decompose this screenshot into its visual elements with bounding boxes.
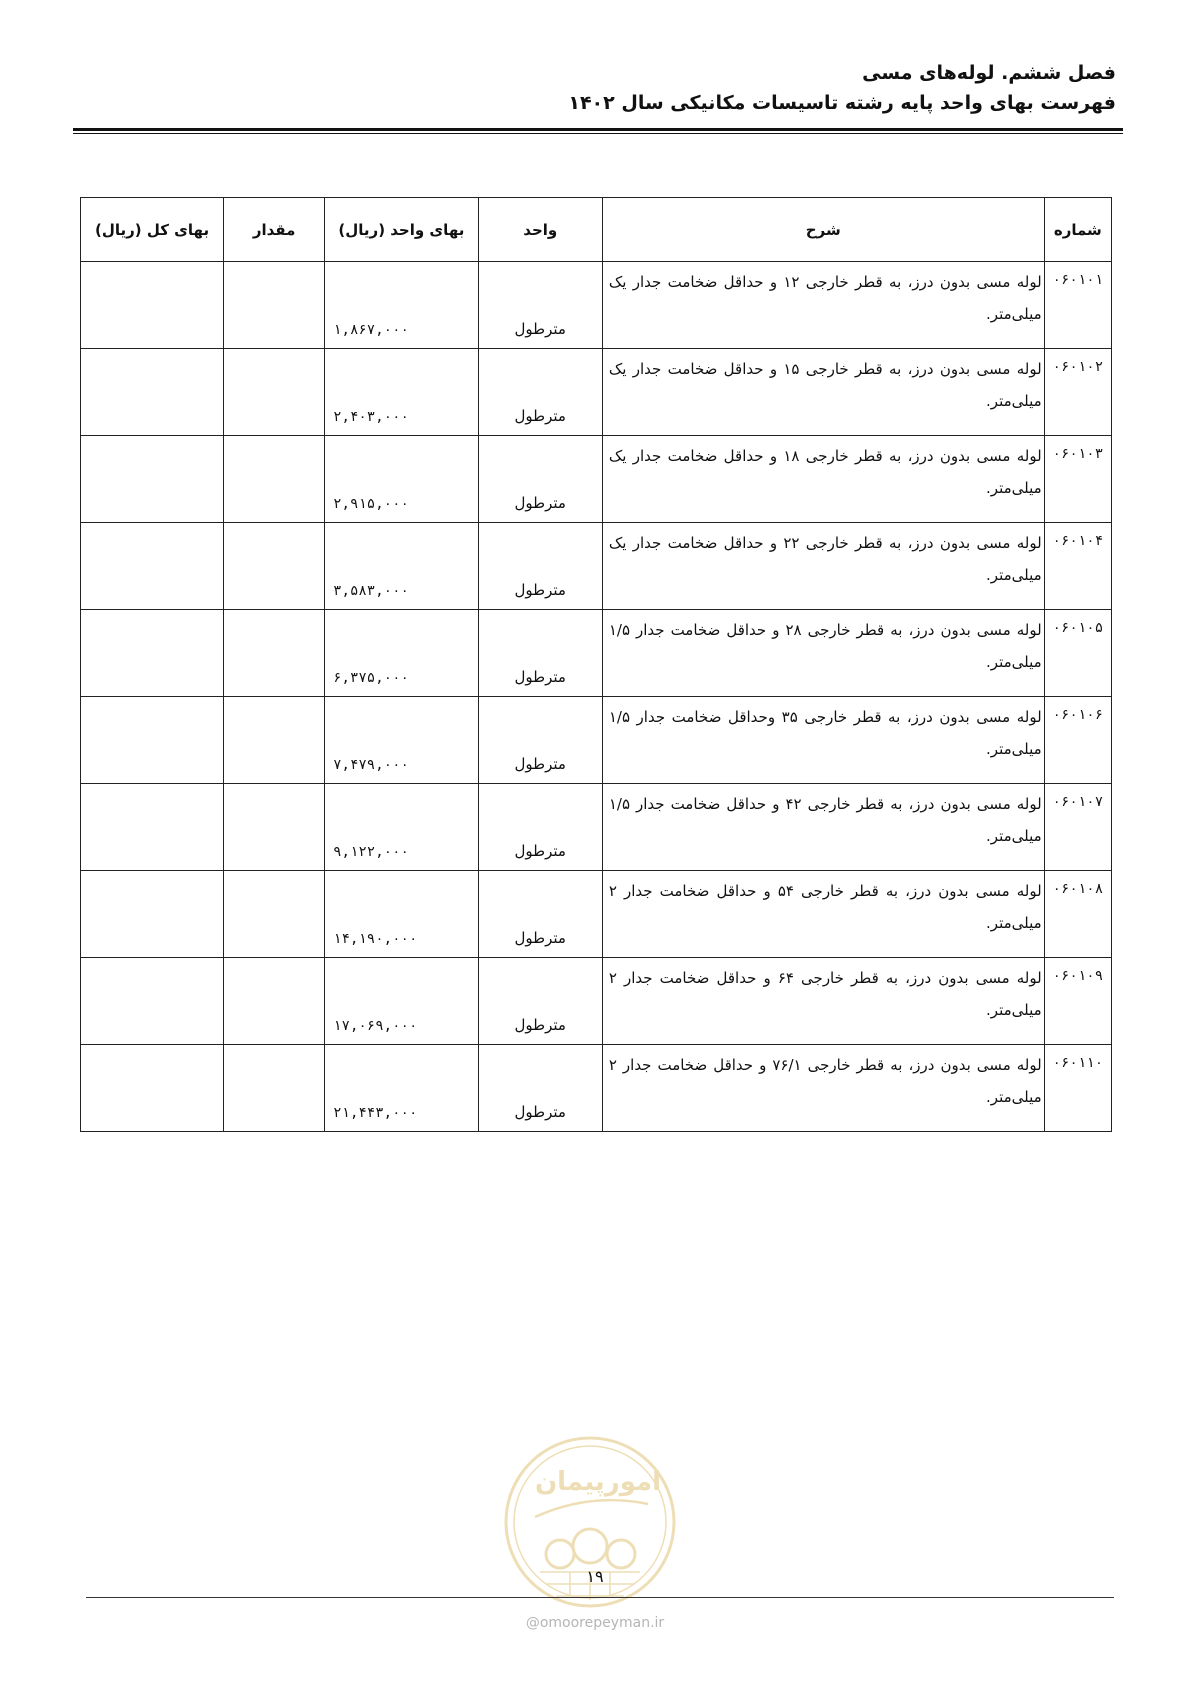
item-description: لوله مسی بدون درز، به قطر خارجی ۱۸ و حداقل ضخامت جدار یک میلی‌متر. (602, 436, 1044, 523)
item-description: لوله مسی بدون درز، به قطر خارجی ۷۶/۱ و حداقل ضخامت جدار ۲ میلی‌متر. (602, 1045, 1044, 1132)
item-quantity (224, 523, 325, 610)
item-code: ۰۶۰۱۱۰ (1044, 1045, 1111, 1132)
item-total-price (81, 523, 224, 610)
item-unit-price: ۶,۳۷۵,۰۰۰ (325, 610, 479, 697)
document-title: فهرست بهای واحد پایه رشته تاسیسات مکانیکی سال ۱۴۰۲ (568, 92, 1116, 114)
item-description: لوله مسی بدون درز، به قطر خارجی ۱۲ و حداقل ضخامت جدار یک میلی‌متر. (602, 262, 1044, 349)
header-unit: واحد (478, 198, 602, 262)
item-unit: مترطول (478, 610, 602, 697)
item-total-price (81, 436, 224, 523)
item-unit-price: ۱۴,۱۹۰,۰۰۰ (325, 871, 479, 958)
item-unit-price: ۷,۴۷۹,۰۰۰ (325, 697, 479, 784)
item-total-price (81, 349, 224, 436)
item-unit-price: ۱۷,۰۶۹,۰۰۰ (325, 958, 479, 1045)
item-code: ۰۶۰۱۰۲ (1044, 349, 1111, 436)
page-header (66, 58, 1116, 118)
item-code: ۰۶۰۱۰۵ (1044, 610, 1111, 697)
table-row (81, 523, 1112, 610)
item-unit-price: ۳,۵۸۳,۰۰۰ (325, 523, 479, 610)
item-quantity (224, 871, 325, 958)
item-quantity (224, 784, 325, 871)
item-unit: مترطول (478, 871, 602, 958)
item-quantity (224, 262, 325, 349)
item-unit-price: ۲۱,۴۴۳,۰۰۰ (325, 1045, 479, 1132)
header-unit-price: بهای واحد (ریال) (325, 198, 479, 262)
page-number: ۱۹ (586, 1567, 604, 1586)
item-unit: مترطول (478, 349, 602, 436)
item-unit-price: ۲,۴۰۳,۰۰۰ (325, 349, 479, 436)
item-code: ۰۶۰۱۰۷ (1044, 784, 1111, 871)
table-row (81, 958, 1112, 1045)
table-row (81, 697, 1112, 784)
item-code: ۰۶۰۱۰۹ (1044, 958, 1111, 1045)
header-code: شماره (1044, 198, 1111, 262)
header-rule-thick (73, 128, 1123, 131)
item-quantity (224, 610, 325, 697)
item-total-price (81, 784, 224, 871)
item-unit: مترطول (478, 262, 602, 349)
item-quantity (224, 697, 325, 784)
table-row (81, 610, 1112, 697)
watermark-logo-text: امورپیمان (534, 1467, 662, 1497)
table-body (81, 262, 1112, 1132)
header-total-price: بهای کل (ریال) (81, 198, 224, 262)
item-quantity (224, 349, 325, 436)
table-row (81, 784, 1112, 871)
item-unit-price: ۲,۹۱۵,۰۰۰ (325, 436, 479, 523)
item-code: ۰۶۰۱۰۶ (1044, 697, 1111, 784)
item-quantity (224, 1045, 325, 1132)
table-row (81, 349, 1112, 436)
price-list-table (80, 197, 1112, 1132)
item-description: لوله مسی بدون درز، به قطر خارجی ۵۴ و حداقل ضخامت جدار ۲ میلی‌متر. (602, 871, 1044, 958)
item-quantity (224, 436, 325, 523)
table-row (81, 436, 1112, 523)
table-row (81, 262, 1112, 349)
table-header-row (81, 198, 1112, 262)
watermark-url: @omoorepeyman.ir (525, 1615, 665, 1631)
gear-icon (546, 1529, 635, 1568)
item-unit: مترطول (478, 784, 602, 871)
header-rule-thin (73, 133, 1123, 134)
item-total-price (81, 610, 224, 697)
item-unit: مترطول (478, 523, 602, 610)
item-description: لوله مسی بدون درز، به قطر خارجی ۱۵ و حداقل ضخامت جدار یک میلی‌متر. (602, 349, 1044, 436)
header-quantity: مقدار (224, 198, 325, 262)
item-unit: مترطول (478, 958, 602, 1045)
item-code: ۰۶۰۱۰۳ (1044, 436, 1111, 523)
item-total-price (81, 1045, 224, 1132)
item-total-price (81, 697, 224, 784)
item-quantity (224, 958, 325, 1045)
chapter-title: فصل ششم. لوله‌های مسی (862, 62, 1116, 84)
item-description: لوله مسی بدون درز، به قطر خارجی ۲۲ و حداقل ضخامت جدار یک میلی‌متر. (602, 523, 1044, 610)
item-code: ۰۶۰۱۰۱ (1044, 262, 1111, 349)
item-unit: مترطول (478, 697, 602, 784)
item-code: ۰۶۰۱۰۴ (1044, 523, 1111, 610)
item-unit: مترطول (478, 436, 602, 523)
header-description: شرح (602, 198, 1044, 262)
footer-rule (86, 1597, 1114, 1598)
item-description: لوله مسی بدون درز، به قطر خارجی ۶۴ و حداقل ضخامت جدار ۲ میلی‌متر. (602, 958, 1044, 1045)
item-total-price (81, 958, 224, 1045)
item-description: لوله مسی بدون درز، به قطر خارجی ۴۲ و حداقل ضخامت جدار ۱/۵ میلی‌متر. (602, 784, 1044, 871)
table-row (81, 871, 1112, 958)
item-unit: مترطول (478, 1045, 602, 1132)
table-row (81, 1045, 1112, 1132)
item-unit-price: ۱,۸۶۷,۰۰۰ (325, 262, 479, 349)
table-header (81, 198, 1112, 262)
item-description: لوله مسی بدون درز، به قطر خارجی ۳۵ وحداقل ضخامت جدار ۱/۵ میلی‌متر. (602, 697, 1044, 784)
item-total-price (81, 871, 224, 958)
item-code: ۰۶۰۱۰۸ (1044, 871, 1111, 958)
item-description: لوله مسی بدون درز، به قطر خارجی ۲۸ و حداقل ضخامت جدار ۱/۵ میلی‌متر. (602, 610, 1044, 697)
item-unit-price: ۹,۱۲۲,۰۰۰ (325, 784, 479, 871)
item-total-price (81, 262, 224, 349)
